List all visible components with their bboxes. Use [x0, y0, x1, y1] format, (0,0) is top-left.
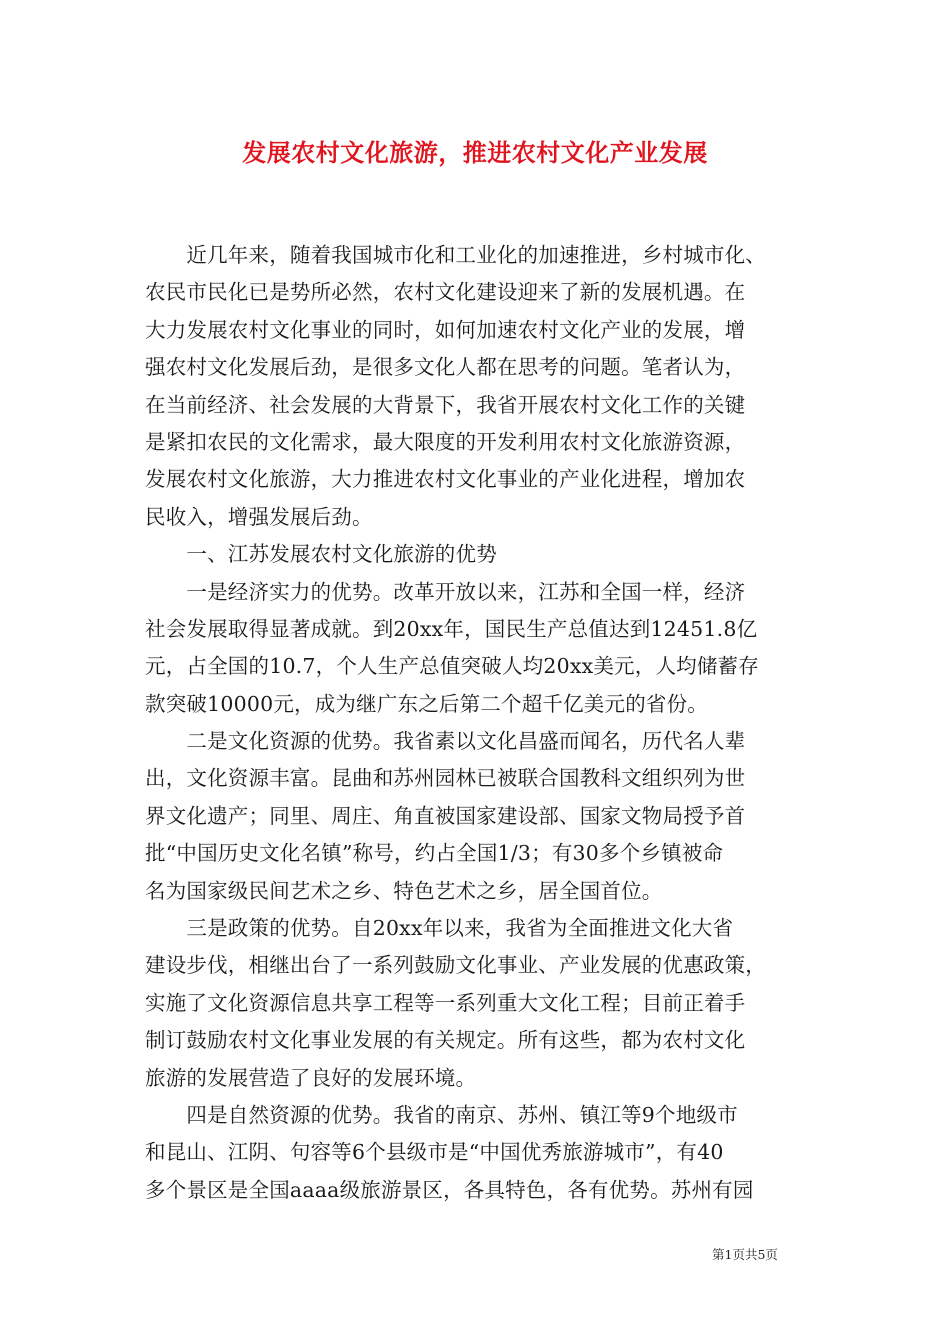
body-line: 制订鼓励农村文化事业发展的有关规定。所有这些，都为农村文化 — [145, 1028, 746, 1053]
document-body — [145, 237, 815, 1209]
body-line: 元，占全国的10.7，个人生产总值突破人均20xx美元，人均储蓄存 — [145, 654, 759, 679]
page-indicator: 第1页共5页 — [712, 1247, 778, 1262]
body-line: 社会发展取得显著成就。到20xx年，国民生产总值达到12451.8亿 — [145, 616, 758, 641]
body-line: 三是政策的优势。自20xx年以来，我省为全面推进文化大省 — [145, 916, 734, 941]
body-line: 二是文化资源的优势。我省素以文化昌盛而闻名，历代名人辈 — [145, 729, 746, 754]
body-line: 大力发展农村文化事业的同时，如何加速农村文化产业的发展，增 — [145, 317, 746, 342]
body-line: 和昆山、江阴、句容等6个县级市是“中国优秀旅游城市”，有40 — [145, 1140, 724, 1165]
document-title: 发展农村文化旅游，推进农村文化产业发展 — [242, 139, 708, 167]
body-line: 强农村文化发展后劲，是很多文化人都在思考的问题。笔者认为， — [145, 355, 746, 380]
body-line: 发展农村文化旅游，大力推进农村文化事业的产业化进程，增加农 — [145, 467, 746, 492]
body-line: 出，文化资源丰富。昆曲和苏州园林已被联合国教科文组织列为世 — [145, 766, 746, 791]
body-line: 民收入，增强发展后劲。 — [145, 504, 373, 529]
body-line: 农民市民化已是势所必然，农村文化建设迎来了新的发展机遇。在 — [145, 280, 746, 305]
body-line: 批“中国历史文化名镇”称号，约占全国1/3；有30多个乡镇被命 — [145, 841, 724, 866]
body-line: 名为国家级民间艺术之乡、特色艺术之乡，居全国首位。 — [145, 878, 663, 903]
body-line: 建设步伐，相继出台了一系列鼓励文化事业、产业发展的优惠政策， — [145, 953, 766, 978]
body-line: 旅游的发展营造了良好的发展环境。 — [145, 1065, 477, 1090]
body-line: 实施了文化资源信息共享工程等一系列重大文化工程；目前正着手 — [145, 990, 746, 1015]
body-line: 在当前经济、社会发展的大背景下，我省开展农村文化工作的关键 — [145, 392, 746, 417]
body-line: 一是经济实力的优势。改革开放以来，江苏和全国一样，经济 — [145, 579, 746, 604]
body-line: 是紧扣农民的文化需求，最大限度的开发利用农村文化旅游资源， — [145, 429, 746, 454]
body-line: 款突破10000元，成为继广东之后第二个超千亿美元的省份。 — [145, 691, 709, 716]
body-line: 界文化遗产；同里、周庄、角直被国家建设部、国家文物局授予首 — [145, 803, 746, 828]
section-heading: 一、江苏发展农村文化旅游的优势 — [145, 542, 497, 567]
body-line: 近几年来，随着我国城市化和工业化的加速推进，乡村城市化、 — [145, 243, 766, 267]
body-line: 四是自然资源的优势。我省的南京、苏州、镇江等9个地级市 — [145, 1102, 738, 1127]
body-line: 多个景区是全国aaaa级旅游景区，各具特色，各有优势。苏州有园 — [145, 1177, 754, 1202]
